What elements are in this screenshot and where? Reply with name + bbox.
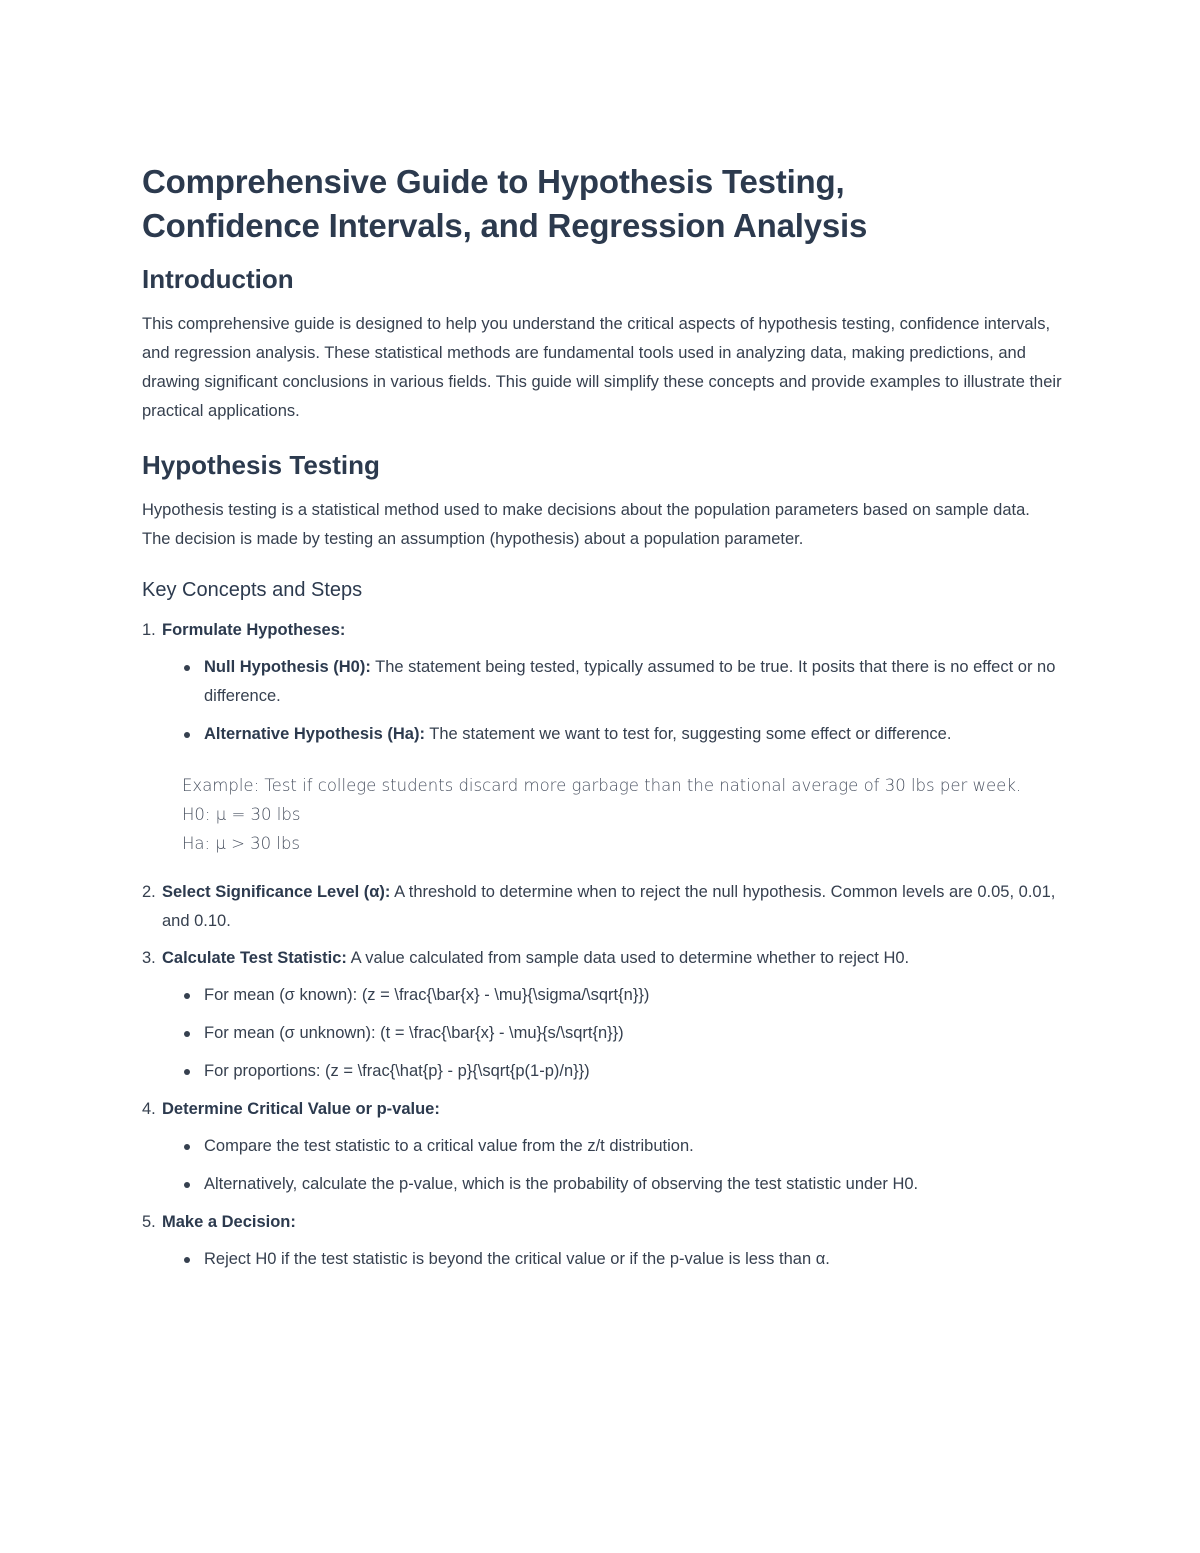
step-number: 3. <box>142 949 156 967</box>
introduction-paragraph: This comprehensive guide is designed to help you understand the critical aspects of hypothesis testing, confidence intervals, and regression analysis. These statistical methods are fundamental tools used in analyzing data, making predictions, and drawing significant conclusions in various fields. This guide will simplify these concepts and provide examples to illustrate their practical applications. <box>142 315 1062 420</box>
step-label: Select Significance Level (α): <box>162 883 391 901</box>
example-line: Example: Test if college students discard more garbage than the national average of 30 lbs per week. <box>182 776 1022 795</box>
step-number: 4. <box>142 1100 156 1118</box>
introduction-heading: Introduction <box>142 264 294 294</box>
list-item <box>184 1170 1062 1199</box>
bullet-text: The statement being tested, typically assumed to be true. It posits that there is no effect or no difference. <box>204 658 1056 705</box>
step-label: Determine Critical Value or p-value: <box>162 1100 440 1118</box>
step-4 <box>142 1095 1062 1199</box>
step-number: 5. <box>142 1213 156 1231</box>
list-item <box>184 1132 1062 1161</box>
bullet-text: The statement we want to test for, suggesting some effect or difference. <box>424 725 952 743</box>
example-block <box>182 771 1062 858</box>
list-item <box>184 720 1062 749</box>
bullet-icon <box>184 665 190 671</box>
bullet-text: Compare the test statistic to a critical value from the z/t distribution. <box>204 1137 694 1155</box>
steps-list <box>142 616 1062 1274</box>
document-title <box>142 160 1062 248</box>
bullet-icon <box>184 1031 190 1037</box>
step-text: A threshold to determine when to reject the null hypothesis. Common levels are 0.05, 0.01, and 0.10. <box>162 883 1056 930</box>
document-page <box>142 160 1062 1283</box>
step-1 <box>142 616 1062 858</box>
example-alt-hypothesis: Ha: μ > 30 lbs <box>182 834 301 853</box>
bullet-text: Alternatively, calculate the p-value, which is the probability of observing the test statistic under H0. <box>204 1175 919 1193</box>
bullet-icon <box>184 1144 190 1150</box>
step-5-bullets <box>162 1245 1062 1274</box>
list-item <box>184 1057 1062 1086</box>
step-3 <box>142 944 1062 1086</box>
bullet-icon <box>184 993 190 999</box>
title-line-1: Comprehensive Guide to Hypothesis Testing, <box>142 163 845 200</box>
step-text: A value calculated from sample data used to determine whether to reject H0. <box>346 949 910 967</box>
step-5 <box>142 1208 1062 1274</box>
step-1-bullets <box>162 653 1062 749</box>
example-null-hypothesis: H0: μ = 30 lbs <box>182 805 301 824</box>
bullet-text: Reject H0 if the test statistic is beyond the critical value or if the p-value is less than α. <box>204 1250 830 1268</box>
bullet-icon <box>184 732 190 738</box>
bullet-label: Alternative Hypothesis (Ha): <box>204 725 425 743</box>
list-item <box>184 1245 1062 1274</box>
key-concepts-heading: Key Concepts and Steps <box>142 579 363 601</box>
hypothesis-testing-heading: Hypothesis Testing <box>142 450 380 480</box>
formula-text: For mean (σ known): (z = \frac{\bar{x} - \mu}{\sigma/\sqrt{n}}) <box>204 986 650 1004</box>
list-item <box>184 653 1062 711</box>
step-4-bullets <box>162 1132 1062 1199</box>
step-label: Make a Decision: <box>162 1213 296 1231</box>
bullet-icon <box>184 1069 190 1075</box>
step-label: Calculate Test Statistic: <box>162 949 347 967</box>
step-number: 2. <box>142 883 156 901</box>
step-label: Formulate Hypotheses: <box>162 621 346 639</box>
step-number: 1. <box>142 621 156 639</box>
formula-text: For proportions: (z = \frac{\hat{p} - p}{\sqrt{p(1-p)/n}}) <box>204 1062 590 1080</box>
bullet-label: Null Hypothesis (H0): <box>204 658 371 676</box>
list-item <box>184 981 1062 1010</box>
title-line-2: Confidence Intervals, and Regression Analysis <box>142 207 868 244</box>
list-item <box>184 1019 1062 1048</box>
bullet-icon <box>184 1257 190 1263</box>
step-3-bullets <box>162 981 1062 1086</box>
step-2 <box>142 878 1062 936</box>
bullet-icon <box>184 1182 190 1188</box>
hypothesis-testing-paragraph: Hypothesis testing is a statistical method used to make decisions about the population parameters based on sample data. The decision is made by testing an assumption (hypothesis) about a population parameter. <box>142 501 1030 548</box>
formula-text: For mean (σ unknown): (t = \frac{\bar{x} - \mu}{s/\sqrt{n}}) <box>204 1024 624 1042</box>
